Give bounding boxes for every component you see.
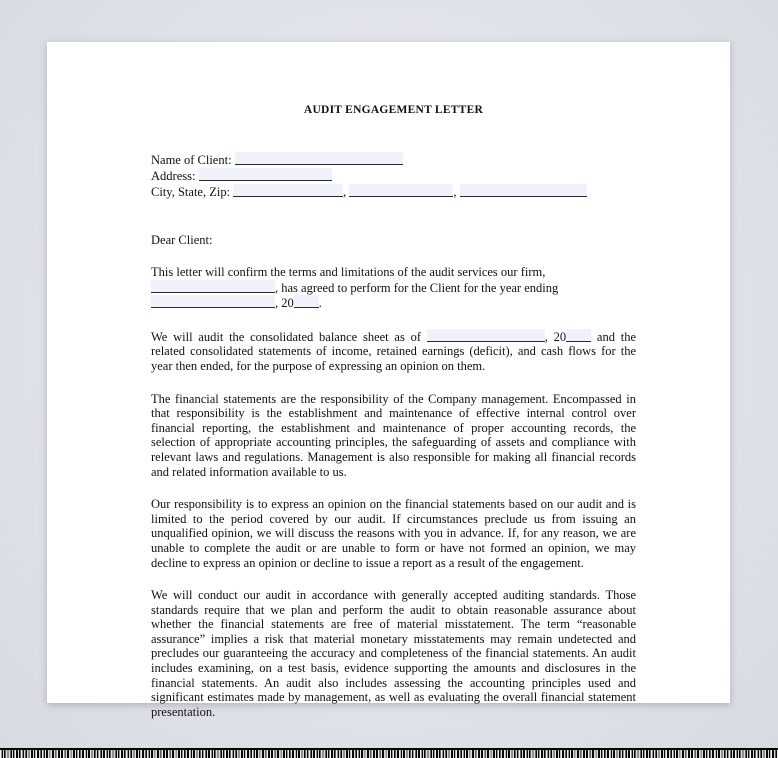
form-row-name-of-client [151, 152, 636, 168]
input-year-end-date[interactable] [151, 295, 275, 308]
p1-text-b: , has agreed to perform for the Client for the year ending [275, 280, 559, 295]
scan-artifact-line [0, 748, 778, 750]
input-address[interactable] [199, 168, 332, 181]
paragraph-auditor-responsibility: Our responsibility is to express an opinion on the financial statements based on our audit and is limited to the period covered by our audit. If circumstances preclude us from issuing an unqualified opinion, we will discuss the reasons with you in advance. If, for any reason, we are unable to complete the audit or are unable to form or have not formed an opinion, we may decline to express an opinion or decline to issue a report as a result of the engagement. [151, 497, 636, 570]
p1-text-c: , 20 [275, 296, 294, 311]
input-zip[interactable] [460, 184, 587, 197]
paragraph-management-responsibility: The financial statements are the responsibility of the Company management. Encompassed in that responsibility is the establishment and maintenance of effective internal control over financial reporting, the establishment and maintenance of proper accounting records, the selection of appropriate accounting principles, the safeguarding of assets and compliance with relevant laws and regulations. Management is also responsible for making all financial records and related information available to us. [151, 391, 636, 479]
document-content [151, 104, 636, 719]
form-row-address [151, 168, 636, 184]
paragraph-engagement-terms [151, 265, 636, 311]
p1-text-a: This letter will confirm the terms and limitations of the audit services our firm, [151, 265, 546, 279]
label-address: Address: [151, 169, 196, 183]
label-city-state-zip: City, State, Zip: [151, 185, 231, 199]
paragraph-audit-standards: We will conduct our audit in accordance with generally accepted auditing standards. Those standards require that we plan and perform the audit to obtain reasonable assurance about whether the financial statements are free of material misstatement. The term “reasonable assurance” implies a risk that material monetary misstatements may remain undetected and precludes our guaranteeing the accuracy and completeness of the financial statements. An audit includes examining, on a test basis, evidence supporting the amounts and disclosures in the financial statements. An audit also includes assessing the accounting principles used and significant estimates made by management, as well as evaluating the overall financial statement presentation. [151, 588, 636, 719]
input-balance-sheet-year[interactable] [566, 329, 591, 342]
input-state[interactable] [349, 184, 453, 197]
p2-text-a: We will audit the consolidated balance sheet as of [151, 329, 421, 344]
form-row-city-state-zip [151, 184, 636, 200]
label-name-of-client: Name of Client: [151, 153, 232, 167]
input-name-of-client[interactable] [235, 152, 403, 165]
input-year-two-digit[interactable] [294, 295, 319, 308]
document-page [47, 42, 730, 719]
p1-text-d: . [318, 296, 322, 311]
input-balance-sheet-date[interactable] [427, 329, 545, 342]
p2-text-b: , 20 [544, 329, 567, 344]
scan-artifact-strip [0, 748, 778, 758]
input-firm-name[interactable] [151, 280, 275, 293]
paragraph-balance-sheet [151, 329, 636, 374]
p2-text-c: and the related consolidated statements of income, retained earnings (deficit), and cash flows for the year then ended, for the purpose of expressing an opinion on them. [151, 329, 637, 373]
separator-city-state: , [343, 185, 347, 199]
separator-state-zip: , [453, 185, 457, 199]
page-title: AUDIT ENGAGEMENT LETTER [303, 104, 484, 116]
salutation: Dear Client: [151, 233, 213, 247]
input-city[interactable] [233, 184, 343, 197]
